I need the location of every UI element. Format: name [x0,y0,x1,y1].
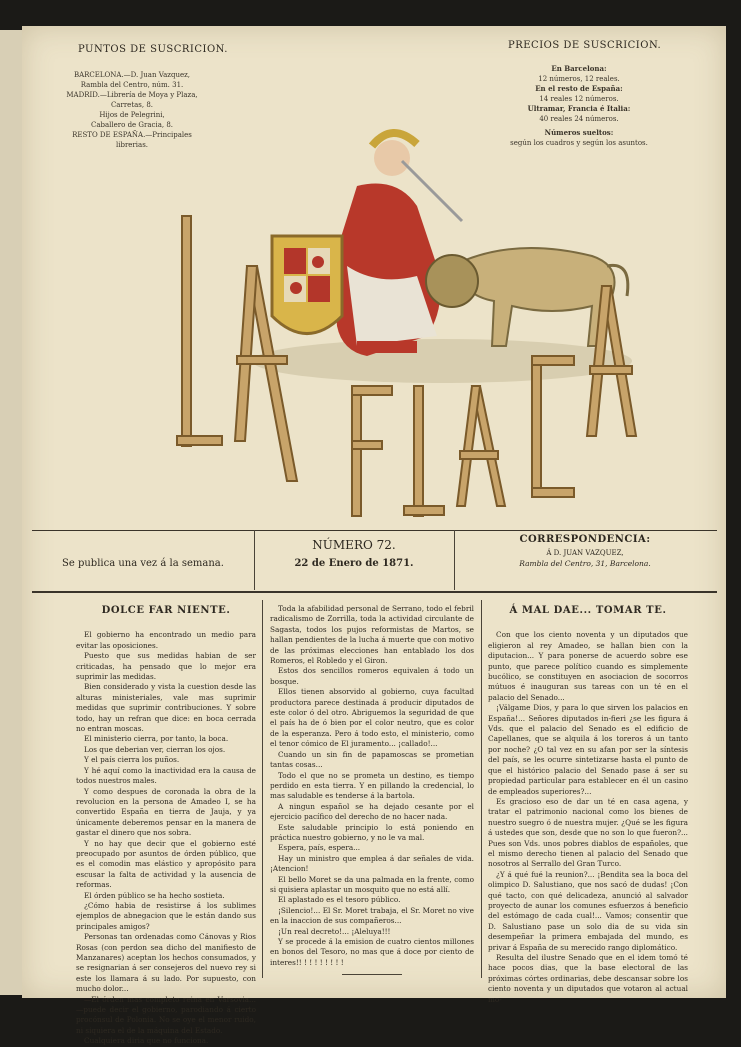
correspondence-address: Rambla del Centro, 31, Barcelona. [519,559,651,568]
paragraph: El órden público se ha hecho sostieta. [84,890,225,900]
coat-of-arms [272,236,342,334]
paragraph: Espera, país, espera... [278,843,361,853]
paragraph: Puesto que sus medidas habian de ser criticadas, ha pensado que lo mejor era suprimir las medidas. [76,651,256,682]
paragraph: Y no hay que decir que el gobierno esté preocupado por asuntos de órden público, que es el comodin mas elástico y apropósito para escusar la falta de actividad y la ausencia de reformas. [76,838,256,890]
frequency-note: Se publica una vez á la semana. [62,558,224,569]
paragraph: Y se procede á la emision de cuatro cientos millones en bonos del Tesoro, no mas que á doce por ciento de interes!! ! ! ! ! ! ! ! ! [270,937,474,967]
adjacent-page-edge [0,30,23,995]
price-line: Números sueltos: [544,128,614,137]
price-line: En el resto de España: [535,84,623,93]
paragraph: ¿Cómo habia de resistirse á los sublimes ejemplos de abnegacion que le están dando sus principales amigos? [76,900,256,931]
paragraph: Y hé aquí como la inactividad era la causa de todos nuestros males. [76,765,256,786]
paragraph: Es gracioso eso de dar un té en casa agena, y tratar el patrimonio nacional como los bienes de nuestro suegro ó de nuestra mujer. ¿Qué se les figura á ustedes que son, desde que no son lo que fueron?... Pues son Vds. unos pobres diablos de españoles, que el mismo derecho tienen al palacio del Senado que nosotros al Serrallo del Gran Turco. [488,796,688,869]
subscription-prices-title: PRECIOS DE SUSCRICION. [508,40,662,51]
sp-line: Hijos de Pelegrini, [99,111,165,119]
correspondence-name: Á D. JUAN VAZQUEZ, [546,549,624,557]
issue-number: NÚMERO 72. [312,538,396,552]
paragraph: Con que los ciento noventa y un diputados que eligieron al rey Amadeo, se hallan bien con la diputacion... Y para ponerse de acuerdo sobre ese punto, que parece político cuando es simplemente bucólico, se constituyen en asociacion de socorros mútuos é inauguran sus tareas con un té en el palacio del Senado... [488,630,688,702]
masthead-illustration [152,116,672,536]
price-line: En Barcelona: [551,64,607,73]
sp-line: MADRID.—Librería de Moya y Plaza, [66,91,198,99]
paragraph: ¡Silencio!... El Sr. Moret trabaja, el Sr. Moret no vive en la inaccion de sus compañeros... [270,905,474,926]
issue-date: 22 de Enero de 1871. [294,558,414,569]
article-continued [270,604,474,975]
paragraph: ¡Válgame Dios, y para lo que sirven los palacios en España!... Señores diputados in-fieri ¿se les figura á Vds. que el palacio del Senado es el edificio de Capellanes, que se alquila á los toreros á un tanto por noche? ¿O tal vez en su afan por ser la síntesis del país, se les ocurre sintetizarse hasta el punto de que el histórico palacio del Senado pase á ser su propiedad particular para establecer en él un casino de empleados superiores?... [488,703,688,796]
paragraph: El ministerio cierra, por tanto, la boca. [84,734,229,744]
paragraph: ¡Un real decreto!... ¡Aleluya!!! [278,926,391,936]
correspondence-title: CORRESPONDENCIA: [519,534,651,545]
price-line: 40 reales 24 números. [539,115,619,123]
newspaper-page [22,26,726,1046]
paragraph: A ningun español se ha dejado cesante por el ejercicio pacífico del derecho de no hacer nada. [270,801,474,822]
paragraph: El gobierno ha encontrado un medio para evitar las oposiciones. [76,630,256,650]
article-heading: DOLCE FAR NIENTE. [101,605,231,616]
sp-line: Carretas, 8. [110,101,154,109]
correspondence [454,534,716,568]
paragraph: Toda la afabilidad personal de Serrano, todo el febril radicalismo de Zorrilla, toda la actividad circulante de Sagasta, todos los pujos reformistas de Martos, se hallan pendientes de la lucha á muerte que con motivo de las próximas elecciones han entablado los dos Romeros, el Robledo y el Giron. [270,604,474,666]
article-a-mal-dae [488,598,688,1005]
paragraph: Cuando un sin fin de papamoscas se prometian tantas cosas... [270,749,474,770]
price-line: 12 números, 12 reales. [538,75,620,83]
paragraph: Hay un ministro que emplea á dar señales de vida. ¡Atencion! [270,853,474,874]
sp-line: Caballero de Gracia, 8. [90,121,173,129]
article-heading: Á MAL DAE... TOMAR TE. [509,605,667,616]
sp-line: BARCELONA.—D. Juan Vazquez, [73,71,191,79]
subscription-points-title: PUNTOS DE SUSCRICION. [78,44,228,55]
paragraph: Todo el que no se prometa un destino, es tiempo perdido en esta tierra. Y en pillando la credencial, lo mas saludable es tenderse á la bartola. [270,770,474,801]
sp-line: librerias. [115,141,149,149]
paragraph: Y como despues de coronada la obra de la revolucion en la persona de Amadeo I, se ha convertido España en tierra de Jauja, y ya únicamente deberemos pensar en la manera de gastar el dinero que nos sobra. [76,786,256,838]
paragraph: El bello Moret se da una palmada en la frente, como si quisiera aplastar un mosquito que no está allí. [270,874,474,894]
paragraph: Cualquiera diria que no funciona. [84,1036,209,1046]
paragraph: Bien considerado y vista la cuestion desde las alturas ministeriales, vale mas suprimir medidas que suprimir contribuciones. Y sobre todo, hay un refran que dice: en boca cerrada no entran moscas. [76,682,256,734]
end-rule [342,974,402,975]
paragraph: Resulta del ilustre Senado que en el idem tomó té hace pocos dias, que la base electoral de las próximas córtes ordinarias, debe descansar sobre los ciento noventa y un diputados que votaron al actual mo- [488,953,688,1004]
paragraph: Ellos tienen absorvido al gobierno, cuya facultad productora parece destinada á producir diputados de este color ó del otro. Abriguemos la seguridad de que el país ha de ó bien por el color neutro, que es color de la esperanza. Pero á todo esto, el ministerio, como el tenor cómico de El juramento... ¡callado!... [270,687,474,749]
sp-line: RESTO DE ESPAÑA.—Principales [72,131,192,139]
paragraph: Los que deberian ver, cierran los ojos. [84,744,226,754]
column-rule [262,600,263,978]
price-line: Ultramar, Francia é Italia: [527,104,631,113]
article-dolce-far-niente [76,598,256,1047]
paragraph: —El órden mas completo reina en Varsovia... —puede decir el gobierno, parodiando á cierto procónsul de Polonia. No se oye el menor ruido, ni siquiera el de la máquina del Estado. [76,994,256,1035]
column-rule [481,600,482,978]
price-line: según los cuadros y según los asuntos. [510,139,648,147]
price-line: 14 reales 12 números. [539,95,619,103]
paragraph: Y el país cierra los puños. [84,755,180,765]
hispania-figure [332,133,462,356]
issue-info [254,538,454,569]
paragraph: Este saludable principio lo está poniendo en práctica nuestro gobierno, y no le va mal. [270,822,474,842]
paragraph: Estos dos sencillos romeros equivalen á todo un bosque. [270,666,474,686]
paragraph: Personas tan ordenadas como Cánovas y Rios Rosas (con perdon sea dicho del manifiesto de Manzanares) aceptan los hechos consumados, y se resignarian á ser consejeros del nuevo rey si este los llamara á su lado. Por supuesto, con mucho dolor... [76,932,256,994]
sp-line: Rambla del Centro, núm. 31. [80,81,184,89]
paragraph: El aplastado es el tesoro público. [278,895,401,905]
paragraph: ¿Y á qué fué la reunion?... ¡Bendita sea la boca del olimpico D. Salustiano, que nos sacó de dudas! ¡Con qué tacto, con qué delicadeza, anunció al salvador proyecto de aunar los comunes esfuerzos á beneficio del estómago de cada cual!... Vamos; consentir que D. Salustiano pase un solo dia de su vida sin desempeñar la primera embajada del mundo, es privar á España de su merecido rango diplomático. [488,869,688,952]
